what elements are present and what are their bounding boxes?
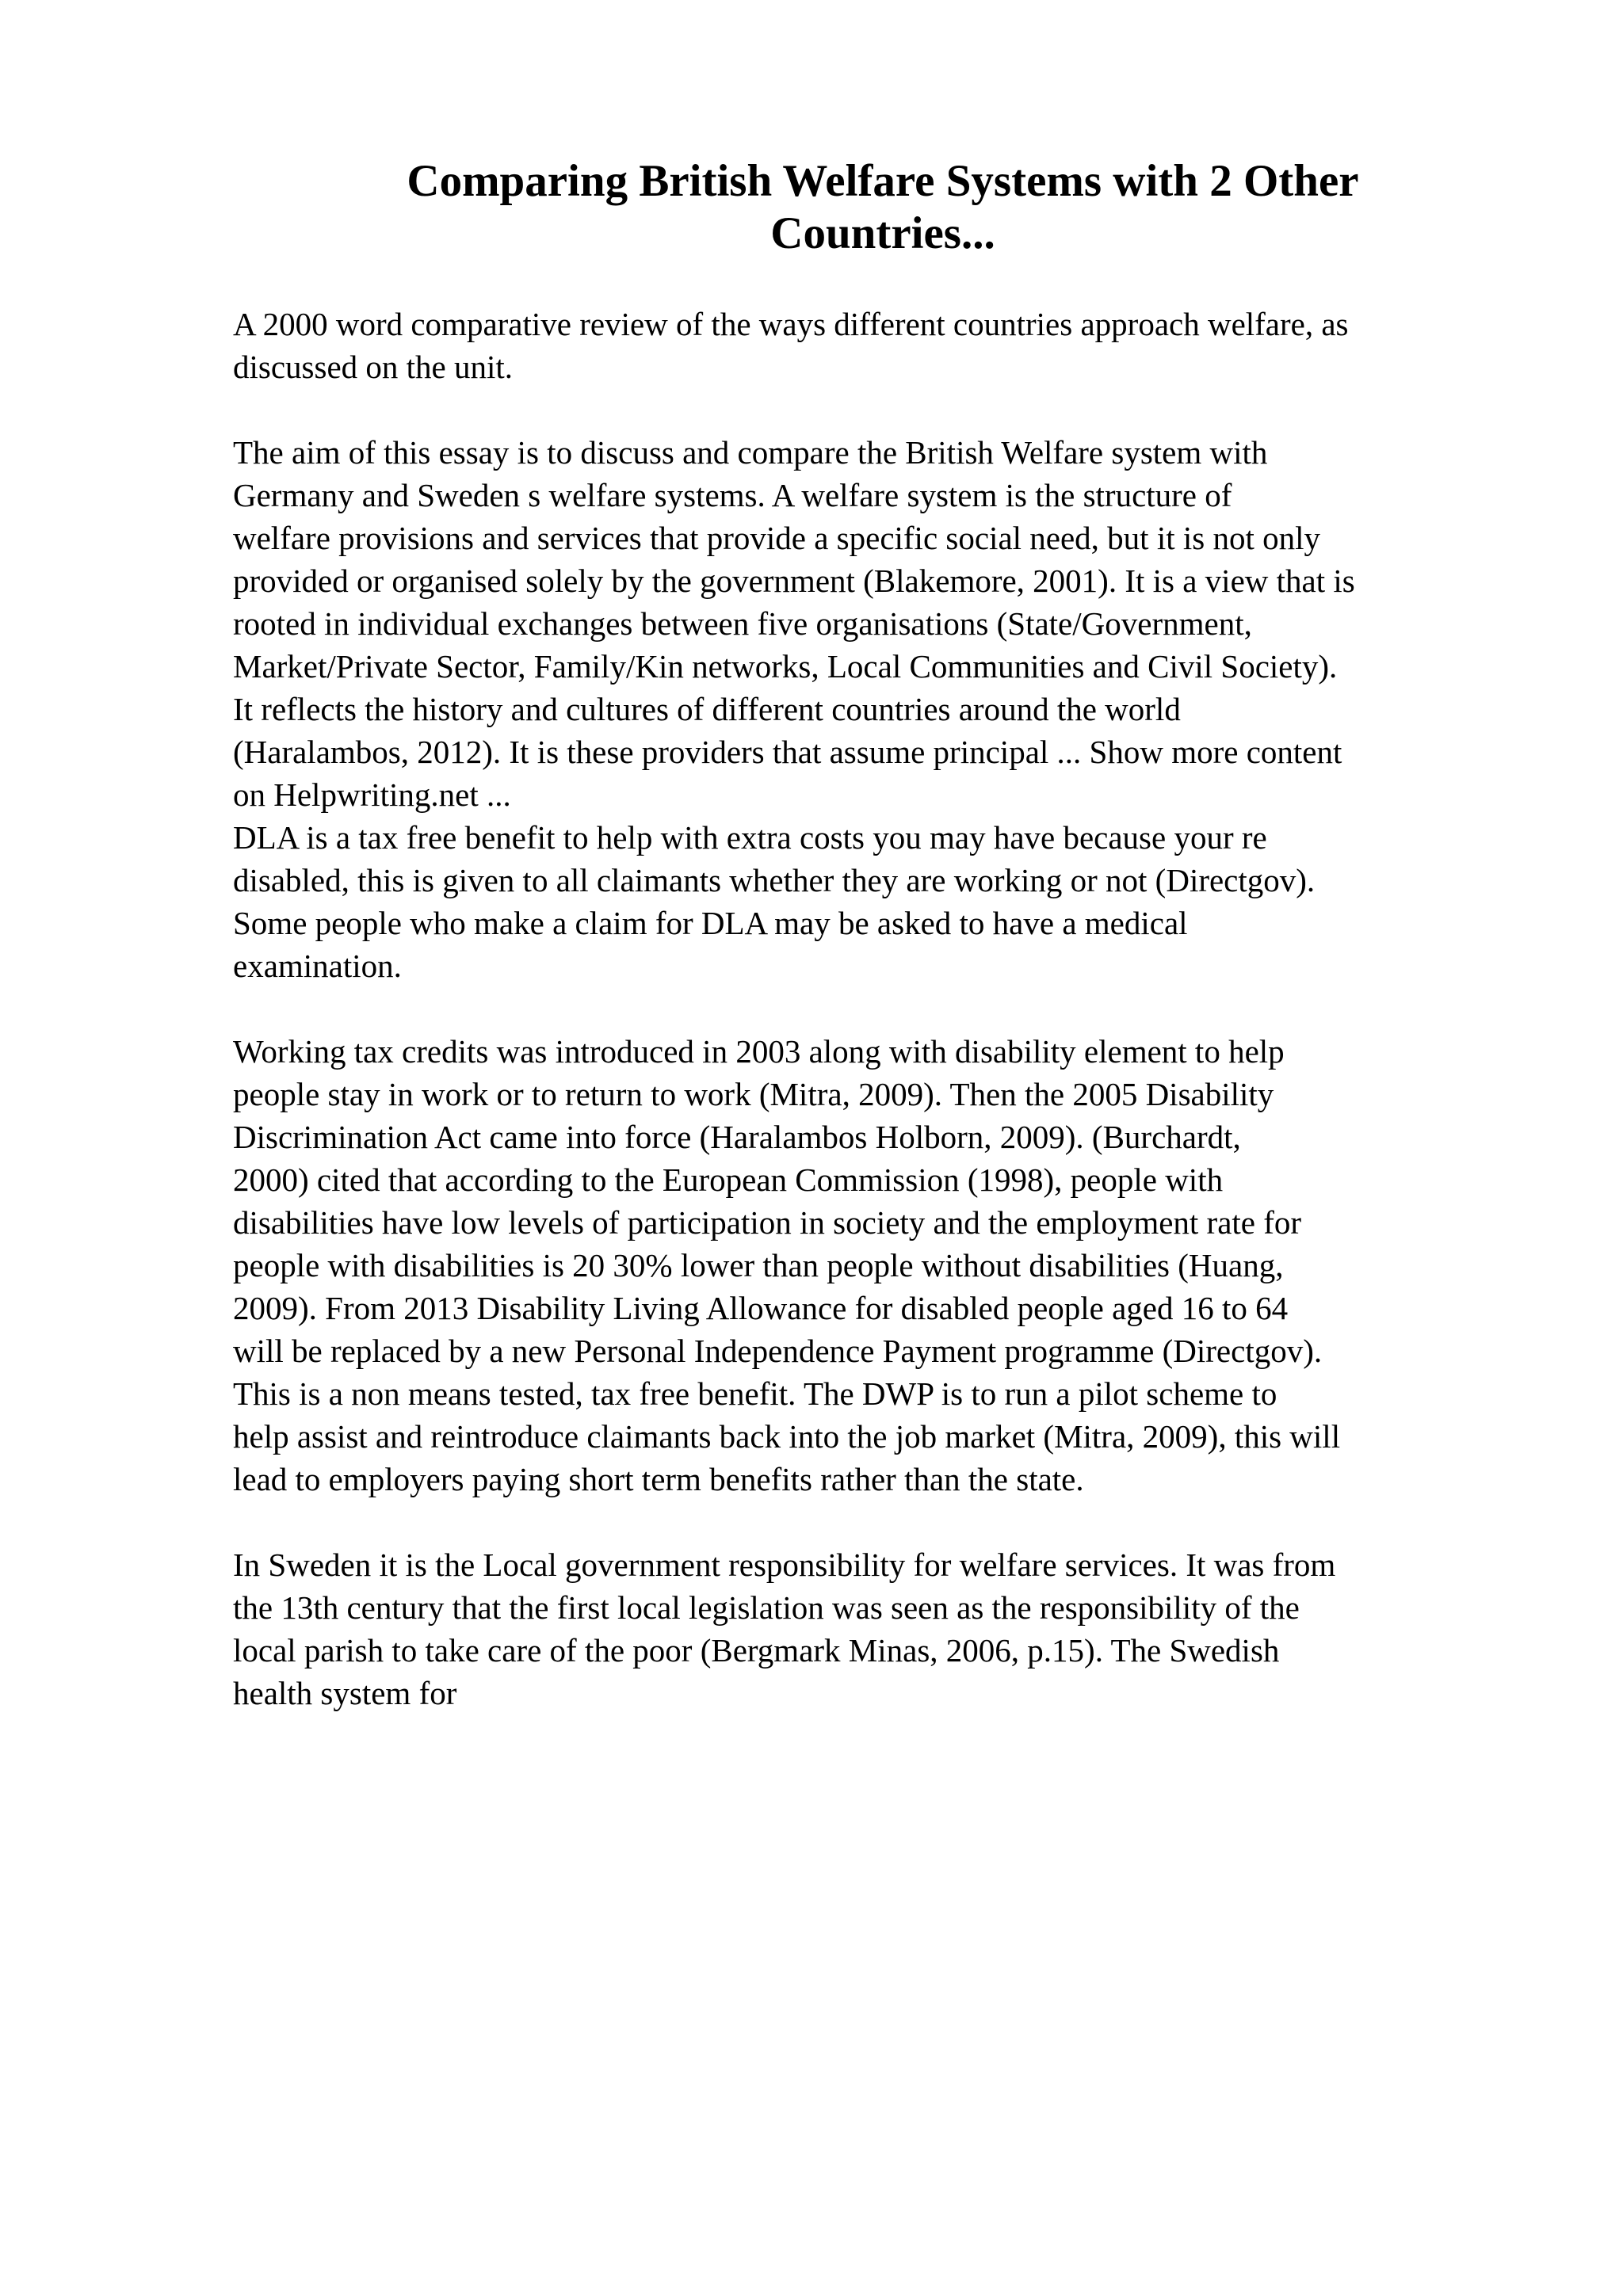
document-body: [233, 155, 1533, 1714]
working-tax-credits-paragraph: [233, 1030, 1533, 1501]
text-line: DLA is a tax free benefit to help with extra costs you may have because your re: [233, 819, 1267, 856]
aim-paragraph: [233, 431, 1533, 816]
text-line: Some people who make a claim for DLA may be asked to have a medical: [233, 905, 1188, 941]
text-line: A 2000 word comparative review of the ways different countries approach welfare, as: [233, 306, 1349, 342]
text-line: Discrimination Act came into force (Haralambos Holborn, 2009). (Burchardt,: [233, 1119, 1241, 1155]
text-line: 2000) cited that according to the European Commission (1998), people with: [233, 1161, 1224, 1198]
text-line: Working tax credits was introduced in 2003 along with disability element to help: [233, 1033, 1285, 1070]
text-line: In Sweden it is the Local government responsibility for welfare services. It was from: [233, 1547, 1336, 1583]
text-line: examination.: [233, 948, 402, 984]
dla-paragraph: [233, 816, 1533, 987]
text-line: provided or organised solely by the government (Blakemore, 2001). It is a view that is: [233, 563, 1355, 599]
title-line: Comparing British Welfare Systems with 2 Other: [407, 156, 1359, 206]
text-line: discussed on the unit.: [233, 349, 514, 385]
text-line: (Haralambos, 2012). It is these providers that assume principal ... Show more content: [233, 734, 1342, 770]
text-line: disabled, this is given to all claimants whether they are working or not (Directgov).: [233, 862, 1316, 898]
text-line: This is a non means tested, tax free benefit. The DWP is to run a pilot scheme to: [233, 1375, 1277, 1412]
text-line: The aim of this essay is to discuss and compare the British Welfare system with: [233, 434, 1268, 471]
text-line: on Helpwriting.net ...: [233, 776, 511, 813]
intro-paragraph: [233, 303, 1533, 388]
text-line: disabilities have low levels of participation in society and the employment rate for: [233, 1204, 1302, 1241]
text-line: local parish to take care of the poor (Bergmark Minas, 2006, p.15). The Swedish: [233, 1632, 1280, 1669]
text-line: It reflects the history and cultures of different countries around the world: [233, 691, 1181, 727]
text-line: help assist and reintroduce claimants back into the job market (Mitra, 2009), this will: [233, 1418, 1341, 1455]
text-line: the 13th century that the first local legislation was seen as the responsibility of the: [233, 1589, 1300, 1626]
text-line: Market/Private Sector, Family/Kin networks, Local Communities and Civil Society).: [233, 648, 1338, 685]
text-line: welfare provisions and services that provide a specific social need, but it is not only: [233, 520, 1320, 556]
text-line: people stay in work or to return to work (Mitra, 2009). Then the 2005 Disability: [233, 1076, 1274, 1112]
text-line: lead to employers paying short term benefits rather than the state.: [233, 1461, 1084, 1497]
sweden-paragraph: [233, 1543, 1533, 1714]
text-line: people with disabilities is 20 30% lower than people without disabilities (Huang,: [233, 1247, 1284, 1283]
text-line: health system for: [233, 1675, 457, 1711]
text-line: will be replaced by a new Personal Independence Payment programme (Directgov).: [233, 1333, 1323, 1369]
text-line: Germany and Sweden s welfare systems. A welfare system is the structure of: [233, 477, 1232, 513]
text-line: 2009). From 2013 Disability Living Allowance for disabled people aged 16 to 64: [233, 1290, 1289, 1326]
text-line: rooted in individual exchanges between five organisations (State/Government,: [233, 605, 1252, 642]
title-line: Countries...: [770, 208, 995, 258]
document-title: [233, 155, 1533, 260]
